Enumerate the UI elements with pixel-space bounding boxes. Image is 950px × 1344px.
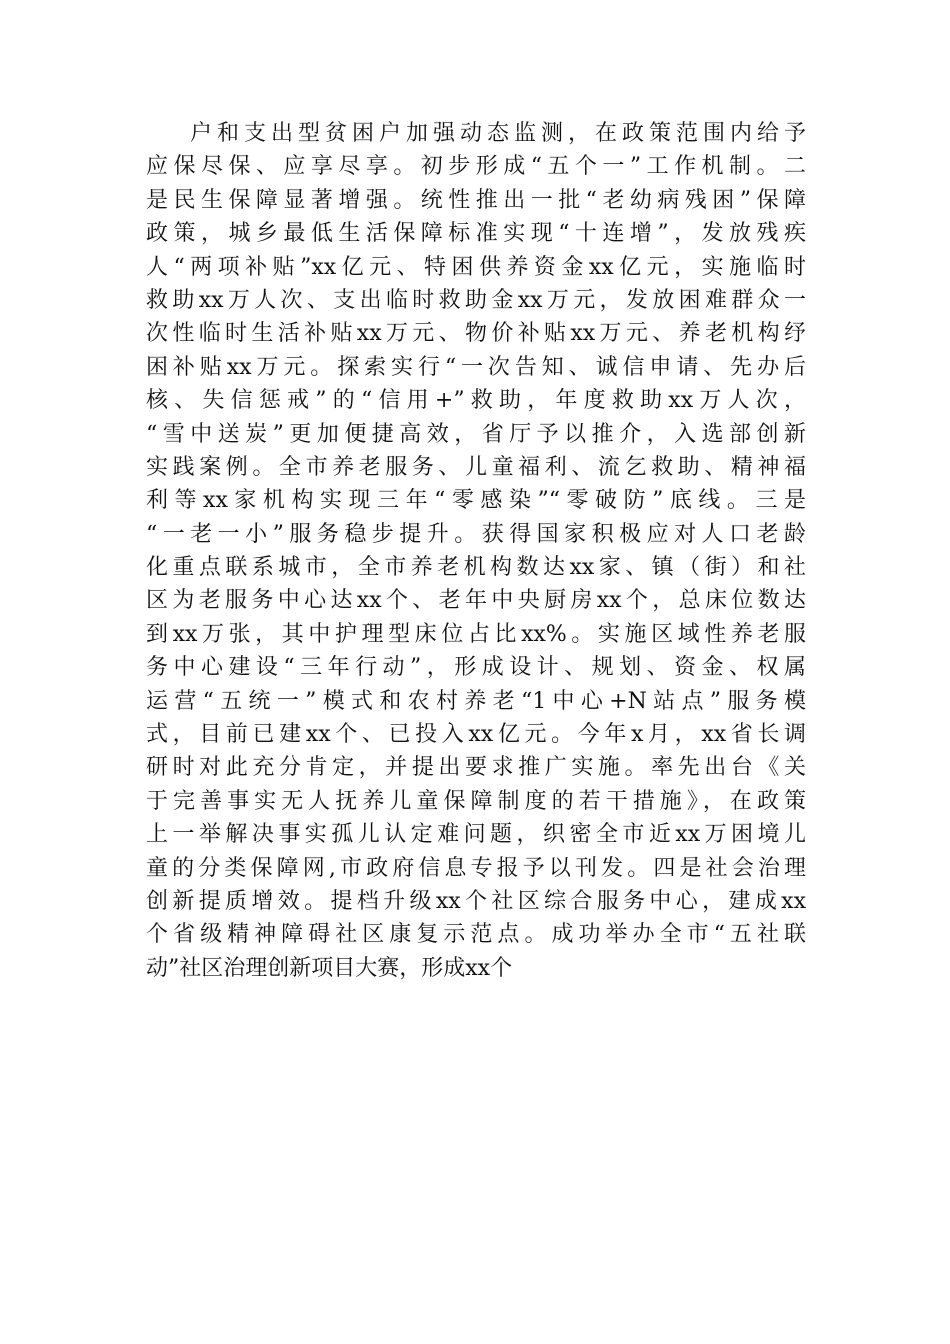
text-line: 次性临时生活补贴xx万元、物价补贴xx万元、养老机构纾: [146, 321, 806, 347]
text-line: “雪中送炭”更加便捷高效，省厅予以推介，入选部创新: [146, 421, 806, 447]
text-line: 个省级精神障碍社区康复示范点。成功举办全市“五社联: [146, 922, 806, 948]
text-line: 化重点联系城市，全市养老机构数达xx家、镇（街）和社: [146, 555, 806, 581]
text-line: 上一举解决事实孤儿认定难问题，织密全市近xx万困境儿: [146, 822, 806, 848]
text-line: 创新提质增效。提档升级xx个社区综合服务中心，建成xx: [146, 888, 806, 914]
text-line: 运营“五统一”模式和农村养老“1中心+N站点”服务模: [146, 688, 806, 714]
text-line: 于完善事实无人抚养儿童保障制度的若干措施》，在政策: [146, 788, 806, 814]
text-line: 核、失信惩戒”的“信用+”救助，年度救助xx万人次，: [146, 388, 806, 414]
text-line: “一老一小”服务稳步提升。获得国家积极应对人口老龄: [146, 521, 806, 547]
text-line: 应保尽保、应享尽享。初步形成“五个一”工作机制。二: [146, 154, 806, 180]
text-line: 政策，城乡最低生活保障标准实现“十连增”，发放残疾: [146, 221, 806, 247]
text-line: 童的分类保障网,市政府信息专报予以刊发。四是社会治理: [146, 855, 806, 881]
text-line: 实践案例。全市养老服务、儿童福利、流乞救助、精神福: [146, 454, 806, 480]
text-line: 利等xx家机构实现三年“零感染”“零破防”底线。三是: [146, 488, 806, 514]
text-line: 人“两项补贴”xx亿元、特困供养资金xx亿元，实施临时: [146, 254, 806, 280]
text-line: 户和支出型贫困户加强动态监测，在政策范围内给予: [190, 121, 806, 146]
text-line: 式，目前已建xx个、已投入xx亿元。今年x月，xx省长调: [146, 722, 806, 748]
text-line: 务中心建设“三年行动”，形成设计、规划、资金、权属: [146, 655, 806, 681]
text-line: 动”社区治理创新项目大赛，形成xx个: [146, 955, 513, 981]
text-line: 研时对此充分肯定，并提出要求推广实施。率先出台《关: [146, 755, 806, 781]
text-line: 困补贴xx万元。探索实行“一次告知、诚信申请、先办后: [146, 354, 806, 380]
text-line: 区为老服务中心达xx个、老年中央厨房xx个，总床位数达: [146, 588, 806, 614]
text-line: 是民生保障显著增强。统性推出一批“老幼病残困”保障: [146, 187, 806, 213]
text-line: 到xx万张，其中护理型床位占比xx%。实施区域性养老服: [146, 621, 806, 647]
text-line: 救助xx万人次、支出临时救助金xx万元，发放困难群众一: [146, 287, 806, 313]
body-paragraph: [146, 117, 806, 985]
